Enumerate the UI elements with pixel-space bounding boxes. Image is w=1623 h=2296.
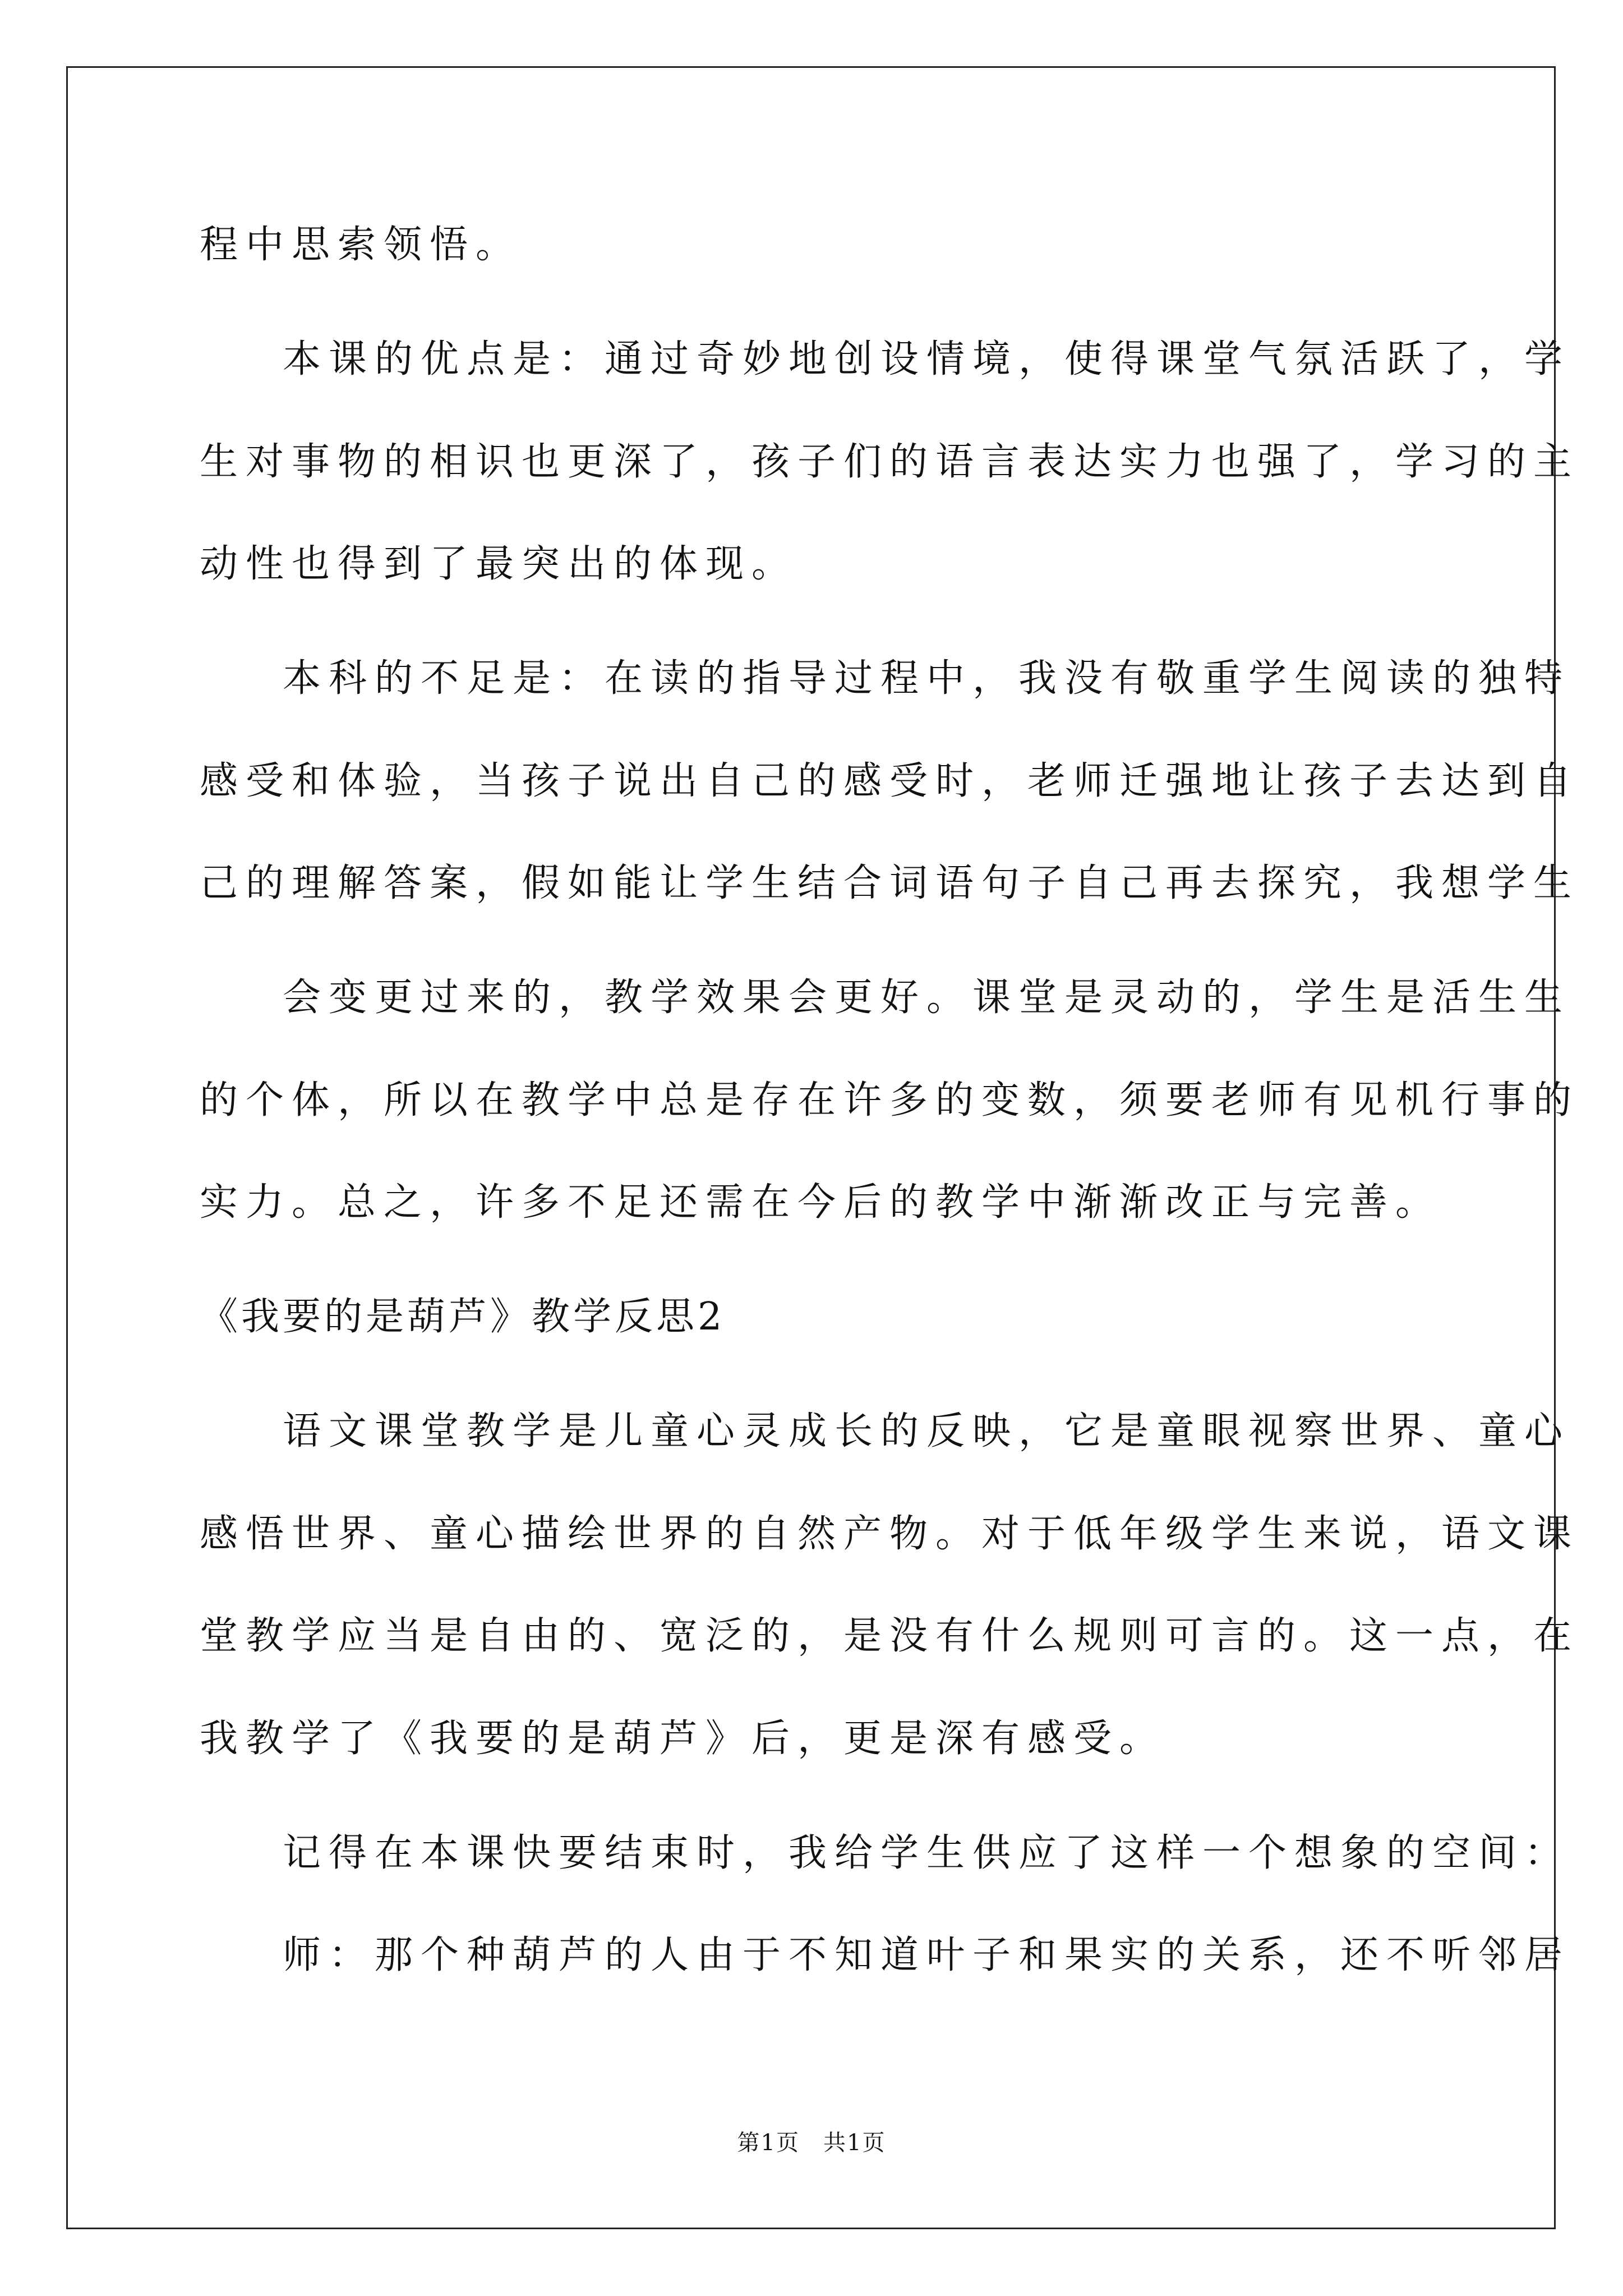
page-footer: 第1页 共1页 xyxy=(737,2130,886,2156)
page-border xyxy=(66,66,1556,2229)
text-line: 语文课堂教学是儿童心灵成长的反映，它是童眼视察世界、童心 xyxy=(283,1409,1571,1453)
text-line: 生对事物的相识也更深了，孩子们的语言表达实力也强了，学习的主 xyxy=(200,440,1580,484)
text-line: 我教学了《我要的是葫芦》后，更是深有感受。 xyxy=(200,1717,1166,1761)
text-line: 堂教学应当是自由的、宽泛的，是没有什么规则可言的。这一点，在 xyxy=(200,1614,1580,1658)
text-line: 本科的不足是：在读的指导过程中，我没有敬重学生阅读的独特 xyxy=(283,656,1571,701)
text-line: 实力。总之，许多不足还需在今后的教学中渐渐改正与完善。 xyxy=(200,1180,1442,1225)
text-line: 师：那个种葫芦的人由于不知道叶子和果实的关系，还不听邻居 xyxy=(283,1933,1571,1977)
text-line: 程中思索领悟。 xyxy=(200,223,522,267)
text-line: 感悟世界、童心描绘世界的自然产物。对于低年级学生来说，语文课 xyxy=(200,1512,1580,1556)
text-line: 会变更过来的，教学效果会更好。课堂是灵动的，学生是活生生 xyxy=(283,976,1571,1020)
text-line: 的个体，所以在教学中总是存在许多的变数，须要老师有见机行事的 xyxy=(200,1078,1580,1122)
text-line: 动性也得到了最突出的体现。 xyxy=(200,542,798,586)
text-line: 感受和体验，当孩子说出自己的感受时，老师迁强地让孩子去达到自 xyxy=(200,759,1580,803)
text-line: 本课的优点是：通过奇妙地创设情境，使得课堂气氛活跃了，学 xyxy=(283,337,1571,381)
text-line: 己的理解答案，假如能让学生结合词语句子自己再去探究，我想学生 xyxy=(200,861,1580,905)
section-heading: 《我要的是葫芦》教学反思2 xyxy=(200,1295,726,1339)
text-line: 记得在本课快要结束时，我给学生供应了这样一个想象的空间： xyxy=(283,1831,1571,1875)
